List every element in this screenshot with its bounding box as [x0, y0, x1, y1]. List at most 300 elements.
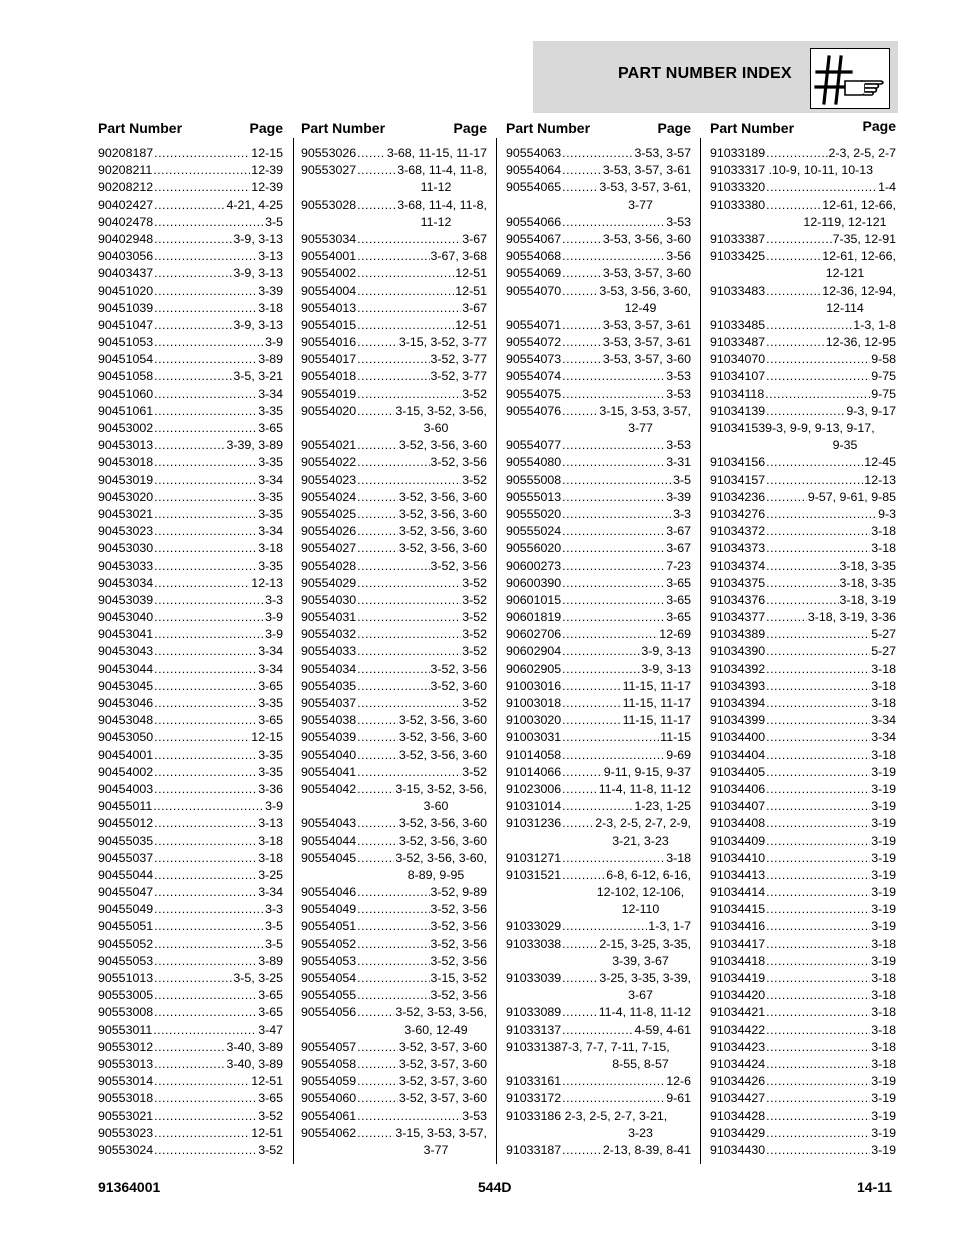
part-number: 91034236	[710, 489, 766, 504]
page-refs: 11-4, 11-8, 11-12	[598, 1005, 691, 1020]
dot-leader	[357, 661, 429, 678]
page-refs: 3-53	[666, 386, 691, 401]
dot-leader	[154, 867, 257, 884]
index-entry	[710, 970, 896, 987]
page-refs: 3-53, 3-57, 3-60	[602, 266, 691, 281]
index-entry	[506, 403, 691, 420]
part-number: 90554019	[301, 386, 357, 401]
dot-leader	[154, 918, 264, 935]
page-refs: 3-3	[673, 506, 691, 521]
page-refs: 3-52, 3-56, 3-60	[398, 730, 487, 745]
dot-leader	[357, 540, 398, 557]
index-entry	[98, 1039, 283, 1056]
page-refs: 3-9	[265, 799, 283, 814]
dot-leader	[154, 609, 264, 626]
page-refs: 3-18	[871, 988, 896, 1003]
part-number: 90554021	[301, 438, 357, 453]
page-refs: 3-35	[258, 764, 283, 779]
index-entry	[710, 162, 896, 179]
part-number: 90554045	[301, 850, 357, 865]
part-number: 90208212	[98, 180, 154, 195]
index-entry	[710, 884, 896, 901]
index-entry	[710, 472, 896, 489]
part-number: 90453045	[98, 678, 154, 693]
part-number: 90455011	[98, 799, 153, 814]
index-entry	[301, 403, 487, 420]
dot-leader	[357, 162, 396, 179]
dot-leader	[562, 695, 621, 712]
index-entry	[98, 643, 283, 660]
page-refs-continued: 12-119, 12-121	[803, 214, 887, 229]
part-number: 90554027	[301, 541, 357, 556]
dot-leader	[766, 833, 870, 850]
part-number: 90402427	[98, 197, 154, 212]
page-refs: 3-52, 3-60	[430, 678, 487, 693]
entry-list	[710, 145, 896, 1159]
page-refs: 3-52	[462, 696, 487, 710]
column-divider	[496, 138, 497, 1164]
page-refs: 2-15, 3-25, 3-35,	[599, 936, 691, 951]
part-number: 90453030	[98, 541, 154, 556]
index-entry	[301, 901, 487, 918]
page-refs: 3-35	[258, 455, 283, 470]
dot-leader	[154, 643, 257, 660]
part-number: 90554065	[506, 180, 562, 195]
page-refs: 3-18	[871, 678, 896, 693]
page-refs: 3-34	[258, 386, 283, 401]
dot-leader	[357, 283, 454, 300]
index-entry	[98, 197, 283, 214]
dot-leader	[766, 489, 807, 506]
page-refs: 3-18	[871, 661, 896, 676]
dot-leader	[766, 987, 870, 1004]
part-number: 90554034	[301, 661, 357, 676]
part-number: 90554013	[301, 300, 357, 315]
dot-leader	[562, 1073, 665, 1090]
page-refs: 3-34	[258, 644, 283, 659]
page-refs-continued: 8-55, 8-57	[612, 1056, 669, 1071]
page-refs: 11-15, 11-17	[622, 696, 691, 710]
page-refs: 3-56	[666, 249, 691, 264]
part-number: 90455037	[98, 850, 154, 865]
page-refs: 3-9, 3-13	[233, 231, 283, 246]
dot-leader	[154, 1039, 225, 1056]
part-number: 91023006	[506, 781, 562, 796]
part-number: 91034423	[710, 1039, 766, 1054]
part-number: 90453034	[98, 575, 154, 590]
index-entry	[301, 643, 487, 660]
page-refs: 12-51	[455, 317, 487, 332]
dot-leader	[766, 1090, 870, 1107]
part-number: 90553014	[98, 1074, 154, 1089]
page-refs: 3-68, 11-4, 11-8,	[397, 163, 487, 178]
dot-leader	[154, 558, 257, 575]
column-header-part-number: Part Number	[301, 120, 386, 136]
index-entry	[710, 901, 896, 918]
index-entry	[98, 386, 283, 403]
part-number: 90554075	[506, 386, 562, 401]
index-entry	[506, 661, 691, 678]
dot-leader	[357, 248, 429, 265]
part-number: 90554051	[301, 919, 357, 934]
index-entry	[301, 592, 487, 609]
part-number: 91034400	[710, 730, 766, 745]
dot-leader	[357, 265, 454, 282]
page-refs: 3-35	[258, 506, 283, 521]
dot-leader	[357, 592, 461, 609]
page-refs: 3-65	[666, 592, 691, 607]
index-entry	[506, 1039, 691, 1056]
index-entry	[301, 231, 487, 248]
part-number: 90554059	[301, 1074, 357, 1089]
index-entry	[506, 918, 691, 935]
dot-leader	[154, 231, 232, 248]
page-refs: 3-52, 3-77	[430, 352, 487, 367]
dot-leader	[766, 523, 870, 540]
dot-leader	[766, 798, 870, 815]
page-refs: 3-52	[462, 472, 487, 487]
index-entry	[710, 558, 896, 575]
dot-leader	[562, 145, 633, 162]
index-entry	[301, 936, 487, 953]
dot-leader	[154, 454, 257, 471]
part-number: 90554076	[506, 403, 562, 418]
part-number: 91003018	[506, 696, 562, 710]
page-refs: 3-52	[462, 644, 487, 659]
page-refs: 3-52, 3-56	[430, 661, 487, 676]
part-number: 90554049	[301, 902, 357, 917]
part-number: 90403056	[98, 249, 154, 264]
part-number: 90451060	[98, 386, 154, 401]
dot-leader	[766, 970, 870, 987]
dot-leader	[357, 231, 461, 248]
page-refs: 3-67	[462, 300, 487, 315]
index-entry	[710, 386, 896, 403]
page-refs: 3-65	[258, 1005, 283, 1020]
page-refs: 3-18	[871, 696, 896, 710]
column-header	[98, 118, 283, 138]
page-refs: 3-52, 3-57, 3-60	[398, 1091, 487, 1106]
index-entry	[301, 678, 487, 695]
entry-list	[506, 145, 691, 1159]
index-entry	[506, 798, 691, 815]
dot-leader	[562, 386, 665, 403]
part-number: 90554067	[506, 231, 562, 246]
index-entry	[98, 661, 283, 678]
index-entry	[98, 179, 283, 196]
index-entry	[98, 987, 283, 1004]
part-number: 90554039	[301, 730, 357, 745]
dot-leader	[562, 248, 665, 265]
dot-leader	[357, 489, 398, 506]
index-entry	[710, 609, 896, 626]
dot-leader	[562, 764, 603, 781]
index-entry	[710, 317, 896, 334]
index-entry	[98, 506, 283, 523]
index-entry	[301, 523, 487, 540]
dot-leader	[357, 953, 429, 970]
dot-leader	[154, 850, 257, 867]
dot-leader	[154, 317, 232, 334]
index-entry	[98, 712, 283, 729]
page-refs: 3-53, 3-56, 3-60	[602, 231, 691, 246]
page-refs: 3-18	[666, 850, 691, 865]
part-number: 90554032	[301, 627, 357, 642]
index-entry	[98, 214, 283, 231]
part-number: 91034156	[710, 455, 766, 470]
index-entry	[301, 558, 487, 575]
index-column-3	[506, 118, 691, 1159]
dot-leader	[766, 626, 870, 643]
index-entry	[98, 729, 283, 746]
index-entry	[98, 1022, 283, 1039]
index-entry	[710, 764, 896, 781]
page-refs: 12-51	[455, 266, 487, 281]
index-entry	[98, 472, 283, 489]
dot-leader	[562, 609, 665, 626]
dot-leader	[766, 1142, 870, 1159]
index-entry	[301, 815, 487, 832]
index-entry	[98, 1108, 283, 1125]
page-refs: 3-18	[871, 971, 896, 985]
part-number: 91034420	[710, 988, 766, 1003]
part-number: 90554004	[301, 283, 357, 298]
dot-leader	[562, 815, 594, 832]
part-number: 90553028	[301, 197, 357, 212]
index-entry	[506, 1090, 691, 1107]
part-number: 90554018	[301, 369, 357, 384]
index-entry	[506, 386, 691, 403]
dot-leader	[154, 420, 257, 437]
page-refs-continued: 11-12	[420, 180, 452, 195]
page-refs: 3-18, 3-35	[839, 558, 896, 573]
dot-leader	[154, 472, 257, 489]
dot-leader	[562, 1022, 633, 1039]
part-number: 91034372	[710, 524, 766, 539]
part-number: 90554033	[301, 644, 357, 659]
page-refs: 3-52, 3-56	[430, 558, 487, 573]
part-number: 90453039	[98, 592, 154, 607]
page-refs: 3-34	[871, 713, 896, 728]
page-refs: 3-52, 3-56, 3-60	[398, 541, 487, 556]
page-refs: 3-9, 3-13	[233, 317, 283, 332]
dot-leader	[766, 609, 807, 626]
page-refs: 3-18	[258, 833, 283, 848]
part-number: 90554058	[301, 1056, 357, 1071]
page-refs: 3-18, 3-35	[839, 575, 896, 590]
index-entry	[506, 283, 691, 300]
index-entry	[506, 506, 691, 523]
index-entry	[710, 661, 896, 678]
page-refs: 3-89	[258, 953, 283, 968]
dot-leader	[357, 523, 398, 540]
page-refs: 3-39, 3-89	[226, 438, 283, 453]
index-entry	[98, 437, 283, 454]
part-number: 90402478	[98, 214, 154, 229]
index-entry	[98, 781, 283, 798]
index-entry	[301, 540, 487, 557]
part-number: 90453040	[98, 610, 154, 625]
page-refs: 3-19	[871, 1125, 896, 1140]
page-refs: 3-35	[258, 558, 283, 573]
page-refs: 3-52, 3-56	[430, 936, 487, 951]
page-refs: 3-19	[871, 764, 896, 779]
dot-leader	[357, 351, 429, 368]
dot-leader	[154, 575, 250, 592]
page-refs: 3-52	[462, 386, 487, 401]
index-entry	[710, 592, 896, 609]
index-entry	[301, 729, 487, 746]
part-number: 90554026	[301, 524, 357, 539]
index-entry	[506, 368, 691, 385]
index-entry	[98, 747, 283, 764]
page-refs-continued: 12-121	[825, 266, 865, 281]
part-number: 90451047	[98, 317, 154, 332]
index-entry	[98, 1090, 283, 1107]
column-header-part-number: Part Number	[710, 120, 795, 136]
page-refs: 1-3, 1-7	[648, 919, 691, 934]
index-entry	[710, 643, 896, 660]
part-number: 90554020	[301, 403, 357, 418]
page-refs: 12-51	[455, 283, 487, 298]
page-refs: 11-4, 11-8, 11-12	[598, 781, 691, 796]
dot-leader	[562, 1090, 665, 1107]
part-number: 90554044	[301, 833, 357, 848]
dot-leader	[766, 1125, 870, 1142]
dot-leader	[154, 403, 257, 420]
part-number: 90453046	[98, 696, 154, 710]
index-entry	[710, 953, 896, 970]
part-number: 91034157	[710, 472, 766, 487]
part-number: 90208187	[98, 146, 154, 160]
dot-leader	[766, 678, 870, 695]
page-refs: 3-18	[258, 850, 283, 865]
index-entry	[506, 867, 691, 884]
index-entry	[710, 1056, 896, 1073]
page-refs: 3-53, 3-57, 3-60	[602, 352, 691, 367]
part-number: 90454003	[98, 781, 154, 796]
dot-leader	[154, 386, 257, 403]
dot-leader	[766, 231, 831, 248]
page-refs: 12-51	[251, 1074, 283, 1089]
dot-leader	[562, 798, 633, 815]
part-number: 91033172	[506, 1091, 562, 1106]
page-refs-continued: 3-60	[423, 799, 449, 814]
page-refs: 3-9, 3-13	[641, 661, 691, 676]
dot-leader	[154, 953, 257, 970]
part-number: 90554030	[301, 592, 357, 607]
dot-leader	[562, 1142, 602, 1159]
index-entry	[710, 867, 896, 884]
index-entry	[98, 953, 283, 970]
entry-text: 910331387-3, 7-7, 7-11, 7-15,	[506, 1039, 670, 1054]
dot-leader	[154, 368, 232, 385]
part-number: 91033483	[710, 283, 766, 298]
dot-leader	[562, 437, 665, 454]
index-entry	[301, 626, 487, 643]
page-refs: 3-65	[258, 988, 283, 1003]
dot-leader	[766, 248, 821, 265]
index-entry	[301, 454, 487, 471]
page-refs: 12-39	[251, 163, 283, 178]
part-number: 91014066	[506, 764, 562, 779]
part-number: 90554029	[301, 575, 357, 590]
page-refs-continued: 3-67	[628, 988, 653, 1003]
dot-leader	[562, 231, 602, 248]
part-number: 91034430	[710, 1142, 766, 1157]
page-refs: 3-52	[462, 764, 487, 779]
index-entry	[710, 1039, 896, 1056]
index-entry	[710, 936, 896, 953]
index-column-1	[98, 118, 283, 1159]
dot-leader	[154, 592, 264, 609]
index-entry	[506, 575, 691, 592]
part-number: 91034409	[710, 833, 766, 848]
dot-leader	[154, 437, 225, 454]
part-number: 90554023	[301, 472, 357, 487]
part-number: 91034139	[710, 403, 766, 418]
index-entry	[301, 1056, 487, 1073]
dot-leader	[562, 970, 598, 987]
index-entry	[506, 248, 691, 265]
page-refs: 3-18	[871, 1022, 896, 1037]
index-entry	[98, 351, 283, 368]
dot-leader	[562, 575, 665, 592]
index-entry	[98, 145, 283, 162]
part-number: 91034392	[710, 661, 766, 676]
index-entry	[301, 712, 487, 729]
dot-leader	[357, 197, 396, 214]
page-refs: 3-18	[871, 1039, 896, 1054]
dot-leader	[154, 489, 257, 506]
index-entry	[710, 1073, 896, 1090]
entry-list	[98, 145, 283, 1159]
page-refs: 3-31	[666, 455, 691, 470]
page-refs: 3-19	[871, 953, 896, 968]
dot-leader	[766, 712, 870, 729]
index-entry	[98, 884, 283, 901]
dot-leader	[357, 678, 429, 695]
page-refs: 3-47	[258, 1022, 283, 1037]
dot-leader	[154, 283, 257, 300]
page-refs: 3-39	[666, 489, 691, 504]
dot-leader	[154, 179, 250, 196]
part-number: 90553027	[301, 163, 357, 178]
page-refs: 3-35	[258, 489, 283, 504]
index-entry	[301, 850, 487, 867]
index-entry	[98, 454, 283, 471]
page-refs: 3-18	[258, 541, 283, 556]
part-number: 90555013	[506, 489, 562, 504]
part-number: 90453044	[98, 661, 154, 676]
dot-leader	[154, 1090, 257, 1107]
part-number: 90554074	[506, 369, 562, 384]
dot-leader	[766, 918, 870, 935]
part-number: 90555024	[506, 524, 562, 539]
page-refs: 3-9	[265, 335, 283, 350]
dot-leader	[154, 1142, 257, 1159]
dot-leader	[357, 1004, 394, 1021]
index-entry	[98, 575, 283, 592]
part-number: 90553018	[98, 1091, 154, 1106]
dot-leader	[766, 1108, 870, 1125]
index-entry	[710, 420, 896, 437]
dot-leader	[154, 540, 257, 557]
page-refs: 3-52, 3-57, 3-60	[398, 1074, 487, 1089]
dot-leader	[562, 592, 665, 609]
part-number: 90553013	[98, 1056, 154, 1071]
index-entry	[301, 506, 487, 523]
